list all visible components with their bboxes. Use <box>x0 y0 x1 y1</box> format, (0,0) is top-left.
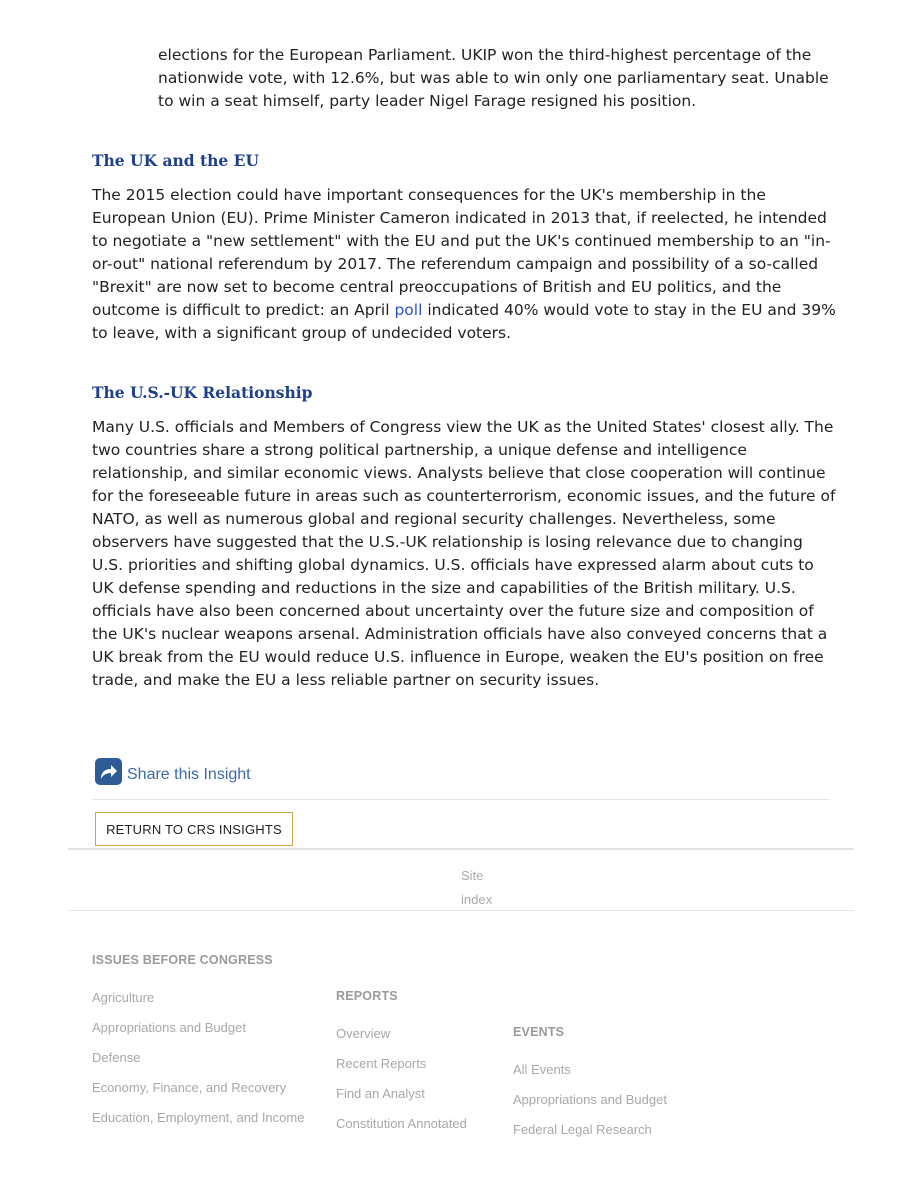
poll-link[interactable]: poll <box>394 301 423 319</box>
share-arrow-icon <box>95 758 122 785</box>
footer-events-list <box>513 1062 667 1152</box>
footer-link[interactable]: Appropriations and Budget <box>513 1092 667 1107</box>
divider <box>92 799 829 800</box>
paragraph-text-after-link: indicated 40% would vote to stay in the EU and 39% to leave, with a significant group of undecided voters. <box>92 301 836 342</box>
footer-link[interactable]: Federal Legal Research <box>513 1122 652 1137</box>
footer-link[interactable]: Education, Employment, and Income <box>92 1110 305 1125</box>
footer-events-heading: EVENTS <box>513 1025 565 1039</box>
share-insight-label: Share this Insight <box>127 766 251 783</box>
share-insight-link[interactable] <box>95 755 251 785</box>
paragraph-us-uk-relationship: Many U.S. officials and Members of Congress view the UK as the United States' closest ally. The two countries share a strong political partnership, a unique defense and intelligence relationship, and similar economic views. Analysts believe that close cooperation will continue for the foreseeable future in areas such as counterterrorism, economic issues, and the future of NATO, as well as numerous global and regional security challenges. Nevertheless, some observers have suggested that the U.S.-UK relationship is losing relevance due to changing U.S. priorities and shifting global dynamics. U.S. officials have expressed alarm about cuts to UK defense spending and reductions in the size and capabilities of the British military. U.S. officials have also been concerned about uncertainty over the future size and composition of the UK's nuclear weapons arsenal. Administration officials have also conveyed concerns that a UK break from the EU would reduce U.S. influence in Europe, weaken the EU's position on free trade, and make the EU a less reliable partner on security issues. <box>92 418 836 689</box>
footer-link[interactable]: Overview <box>336 1026 391 1041</box>
footer-link[interactable]: Agriculture <box>92 990 155 1005</box>
footer-reports-heading: REPORTS <box>336 989 398 1003</box>
footer-reports-list <box>336 1026 467 1146</box>
footer-divider-bottom <box>68 910 854 911</box>
footer-link[interactable]: Recent Reports <box>336 1056 427 1071</box>
paragraph-text-before-link: The 2015 election could have important consequences for the UK's membership in the European Union (EU). Prime Minister Cameron indicated in 2013 that, if reelected, he intended to negotiate a "new settlement" with the EU and put the UK's continued membership to an "in-or-out" national referendum by 2017. The referendum campaign and possibility of a so-called "Brexit" are now set to become central preoccupations of British and EU politics, and the outcome is difficult to predict: an April <box>92 186 831 319</box>
heading-uk-and-eu: The UK and the EU <box>92 151 260 170</box>
paragraph-uk-and-eu <box>92 184 837 345</box>
footer-issues-list <box>92 990 304 1140</box>
footer-link[interactable]: All Events <box>513 1062 571 1077</box>
footer-link[interactable]: Economy, Finance, and Recovery <box>92 1080 287 1095</box>
footer-issues-heading: ISSUES BEFORE CONGRESS <box>92 953 273 967</box>
footer-link[interactable]: Find an Analyst <box>336 1086 425 1101</box>
intro-paragraph-tail: elections for the European Parliament. UKIP won the third-highest percentage of the nationwide vote, with 12.6%, but was able to win only one parliamentary seat. Unable to win a seat himself, party leader Nigel Farage resigned his position. <box>158 46 829 110</box>
heading-us-uk-relationship: The U.S.-UK Relationship <box>92 383 313 402</box>
footer-link[interactable]: Appropriations and Budget <box>92 1020 246 1035</box>
footer-link[interactable]: Constitution Annotated <box>336 1116 467 1131</box>
site-index-toggle[interactable]: Site index <box>461 868 493 907</box>
footer-divider-top <box>68 848 854 850</box>
footer-link[interactable]: Defense <box>92 1050 141 1065</box>
return-to-crs-insights-button[interactable]: RETURN TO CRS INSIGHTS <box>95 812 293 846</box>
